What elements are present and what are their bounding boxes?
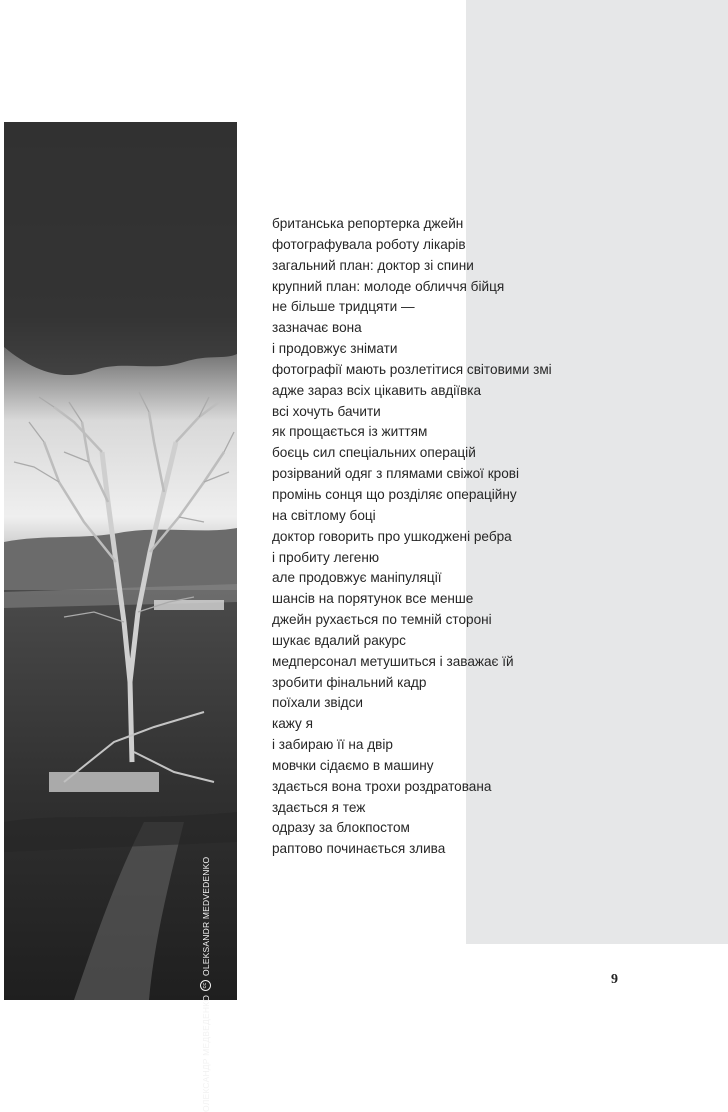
poem-line: джейн рухається по темній стороні — [272, 612, 492, 628]
poem-line: медперсонал метушиться і заважає їй — [272, 653, 514, 669]
photo-credit-english: OLEKSANDR MEDVEDENKO — [200, 856, 211, 976]
poem-line: і пробиту легеню — [272, 549, 380, 565]
poem-line: одразу за блокпостом — [272, 820, 410, 836]
poem-line: боєць сил спеціальних операцій — [272, 445, 476, 461]
tree-photograph — [4, 122, 237, 1112]
poem-line: загальний план: доктор зі спини — [272, 257, 474, 273]
poem-line: промінь сонця що розділяє операційну — [272, 486, 517, 502]
poem-line: зробити фінальний кадр — [272, 674, 427, 690]
poem-line: здається я теж — [272, 799, 366, 815]
poem-line: британська репортерка джейн — [272, 216, 464, 231]
poem-line: кажу я — [272, 716, 313, 732]
page-number: 9 — [611, 972, 618, 987]
photo-credit-ukrainian: ОЛЕКСАНДР МЕДВЕДЕНКО — [200, 994, 211, 1112]
poem-line: раптово починається злива — [272, 841, 446, 857]
poem-line: поїхали звідси — [272, 695, 364, 711]
poem-line: але продовжує маніпуляції — [272, 570, 442, 586]
poem-text — [272, 214, 612, 860]
poem-line: всі хочуть бачити — [272, 403, 381, 419]
poem-line: адже зараз всіх цікавить авдіївка — [272, 382, 482, 398]
poem-line: зазначає вона — [272, 320, 362, 336]
poem-line: здається вона трохи роздратована — [272, 778, 492, 794]
poem-line: і забираю її на двір — [272, 737, 393, 753]
poem-line: мовчки сідаємо в машину — [272, 757, 434, 773]
poem-line: крупний план: молоде обличчя бійця — [272, 278, 505, 294]
poem-line: шансів на порятунок все менше — [272, 591, 474, 607]
poem-line: розірваний одяг з плямами свіжої крові — [272, 466, 520, 482]
poem-line: фотографувала роботу лікарів — [272, 236, 466, 252]
poem-line: як прощається із життям — [272, 424, 428, 440]
photo-credit — [200, 857, 211, 1112]
poem-line: і продовжує знімати — [272, 341, 398, 357]
poem-line: фотографії мають розлетітися світовими змі — [272, 361, 552, 377]
creative-commons-icon: cc — [200, 980, 211, 991]
poem-line: на світлому боці — [272, 507, 376, 523]
poem-line: шукає вдалий ракурс — [272, 632, 406, 648]
poem-line: доктор говорить про ушкоджені ребра — [272, 528, 512, 544]
poem-line: не більше тридцяти — — [272, 299, 415, 315]
